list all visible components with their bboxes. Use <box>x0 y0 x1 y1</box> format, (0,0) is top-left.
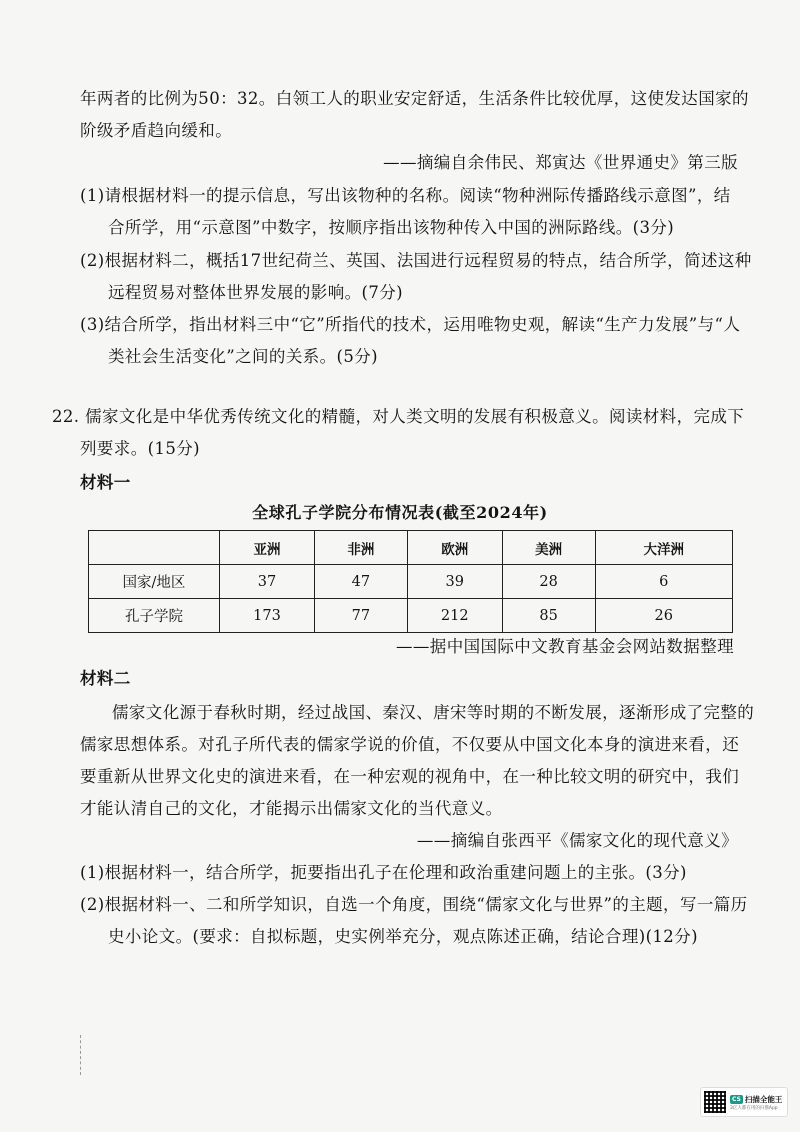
table-cell: 77 <box>315 599 408 633</box>
table-row <box>89 565 733 599</box>
table-header-row <box>89 531 733 565</box>
question-intro: 22. 儒家文化是中华优秀传统文化的精髓，对人类文明的发展有积极意义。阅读材料，完成下 <box>52 407 745 426</box>
question-item: (3)结合所学，指出材料三中“它”所指代的技术，运用唯物史观，解读“生产力发展”与“人 <box>80 315 741 334</box>
table-header-cell: 非洲 <box>315 531 408 565</box>
material-text-line: 儒家思想体系。对孔子所代表的儒家学说的价值，不仅要从中国文化本身的演进来看，还 <box>80 735 740 754</box>
table-cell: 39 <box>407 565 502 599</box>
question-intro: 列要求。(15分) <box>80 439 200 458</box>
question-item: (1)根据材料一，结合所学，扼要指出孔子在伦理和政治重建问题上的主张。(3分) <box>80 863 687 882</box>
table-header-cell: 美洲 <box>502 531 595 565</box>
material-label: 材料二 <box>80 669 131 688</box>
table-header-cell <box>89 531 220 565</box>
question-item: 合所学，用“示意图”中数字，按顺序指出该物种传入中国的洲际路线。(3分) <box>108 218 675 237</box>
question-item: 史小论文。(要求：自拟标题，史实例举充分，观点陈述正确，结论合理)(12分) <box>108 927 698 946</box>
table-cell: 173 <box>220 599 315 633</box>
question-item: (2)根据材料二，概括17世纪荷兰、英国、法国进行远程贸易的特点，结合所学，简述这种 <box>80 251 752 270</box>
source-citation: ——据中国国际中文教育基金会网站数据整理 <box>396 637 734 656</box>
table-title: 全球孔子学院分布情况表(截至2024年) <box>252 503 548 522</box>
table-cell: 28 <box>502 565 595 599</box>
table-header-cell: 欧洲 <box>407 531 502 565</box>
source-citation: ——摘编自余伟民、郑寅达《世界通史》第三版 <box>383 153 738 172</box>
question-item: (1)请根据材料一的提示信息，写出该物种的名称。阅读“物种洲际传播路线示意图”，结 <box>80 186 731 205</box>
table-cell: 国家/地区 <box>89 565 220 599</box>
source-citation: ——摘编自张西平《儒家文化的现代意义》 <box>416 831 738 850</box>
watermark-subtitle: 3亿人都在用的扫描App <box>730 1105 778 1111</box>
table-header-cell: 大洋洲 <box>595 531 733 565</box>
material-text-line: 儒家文化源于春秋时期，经过战国、秦汉、唐宋等时期的不断发展，逐渐形成了完整的 <box>112 703 755 722</box>
distribution-table <box>88 530 733 633</box>
text-line: 阶级矛盾趋向缓和。 <box>80 121 233 140</box>
table-cell: 孔子学院 <box>89 599 220 633</box>
watermark-name: 扫描全能王 <box>744 1094 783 1104</box>
table-cell: 47 <box>315 565 408 599</box>
table-cell: 212 <box>407 599 502 633</box>
scanner-watermark <box>700 1087 788 1117</box>
question-item: (2)根据材料一、二和所学知识，自选一个角度，围绕“儒家文化与世界”的主题，写一篇历 <box>80 895 748 914</box>
camscanner-logo-icon: CS <box>732 1095 741 1103</box>
table-cell: 37 <box>220 565 315 599</box>
material-label: 材料一 <box>80 473 131 492</box>
table-cell: 85 <box>502 599 595 633</box>
question-item: 类社会生活变化”之间的关系。(5分) <box>108 347 379 366</box>
material-text-line: 要重新从世界文化史的演进来看，在一种宏观的视角中，在一种比较文明的研究中，我们 <box>80 767 740 786</box>
table-header-cell: 亚洲 <box>220 531 315 565</box>
table-cell: 26 <box>595 599 733 633</box>
table-cell: 6 <box>595 565 733 599</box>
question-item: 远程贸易对整体世界发展的影响。(7分) <box>108 283 403 302</box>
text-line: 年两者的比例为50：32。白领工人的职业安定舒适，生活条件比较优厚，这使发达国家的 <box>80 89 749 108</box>
qr-code-icon <box>704 1091 726 1113</box>
material-text-line: 才能认清自己的文化，才能揭示出儒家文化的当代意义。 <box>80 799 503 818</box>
table-row <box>89 599 733 633</box>
scan-artifact <box>80 1035 82 1075</box>
